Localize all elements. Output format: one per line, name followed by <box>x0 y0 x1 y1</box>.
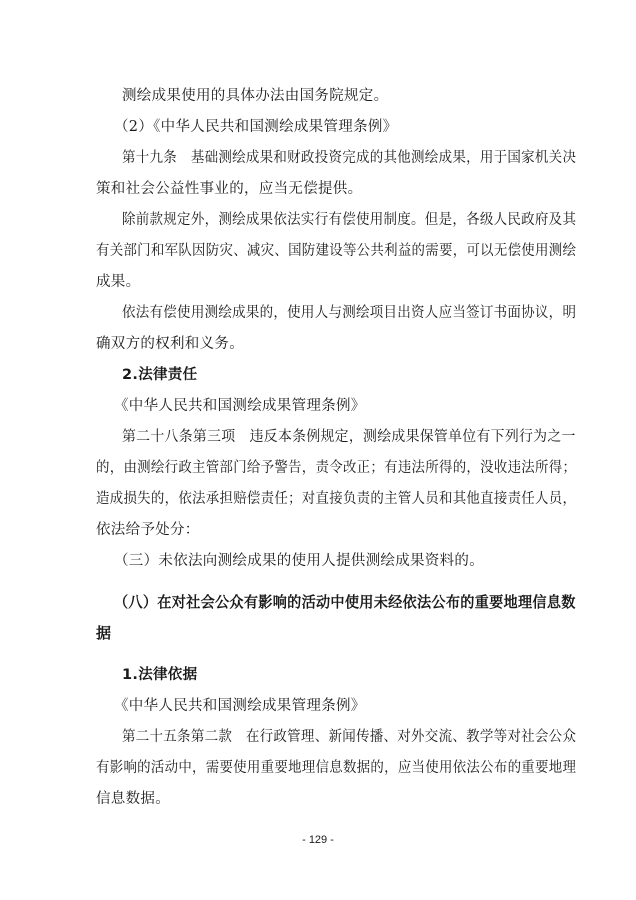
section-heading-eight-cont: 据 <box>96 624 112 642</box>
text-line: 确双方的权利和义务。 <box>96 336 244 352</box>
text-line: 信息数据。 <box>96 791 170 807</box>
section-heading-eight: （八）在对社会公众有影响的活动中使用未经依法公布的重要地理信息数 <box>114 593 576 611</box>
section-heading-legal-liability: 2.法律责任 <box>122 367 198 383</box>
text-line: 成果。 <box>96 274 141 290</box>
text-line: 《中华人民共和国测绘成果管理条例》 <box>114 398 366 414</box>
text-line: 有关部门和军队因防灾、减灾、国防建设等公共利益的需要，可以无偿使用测绘 <box>96 243 577 259</box>
text-line: （三）未依法向测绘成果的使用人提供测绘成果资料的。 <box>114 553 484 569</box>
text-line: 除前款规定外，测绘成果依法实行有偿使用制度。但是，各级人民政府及其 <box>122 212 577 228</box>
section-heading-legal-basis: 1.法律依据 <box>122 667 198 683</box>
text-line: 第二十五条第二款 在行政管理、新闻传播、对外交流、教学等对社会公众 <box>122 729 577 745</box>
text-line: 有影响的活动中，需要使用重要地理信息数据的，应当使用依法公布的重要地理 <box>96 760 577 776</box>
text-line: 依法有偿使用测绘成果的，使用人与测绘项目出资人应当签订书面协议，明 <box>122 305 577 321</box>
text-line: （2）《中华人民共和国测绘成果管理条例》 <box>114 119 398 135</box>
text-line: 第二十八条第三项 违反本条例规定，测绘成果保管单位有下列行为之一 <box>122 429 576 445</box>
text-line: 《中华人民共和国测绘成果管理条例》 <box>114 698 366 714</box>
text-line: 第十九条 基础测绘成果和财政投资完成的其他测绘成果，用于国家机关决 <box>122 150 577 166</box>
page-number: - 129 - <box>302 834 334 846</box>
text-line: 测绘成果使用的具体办法由国务院规定。 <box>122 88 389 104</box>
text-line: 依法给予处分： <box>96 522 200 538</box>
text-line: 的，由测绘行政主管部门给予警告，责令改正；有违法所得的，没收违法所得； <box>96 460 577 476</box>
text-line: 策和社会公益性事业的，应当无偿提供。 <box>96 181 363 197</box>
text-line: 造成损失的，依法承担赔偿责任；对直接负责的主管人员和其他直接责任人员， <box>96 491 577 507</box>
